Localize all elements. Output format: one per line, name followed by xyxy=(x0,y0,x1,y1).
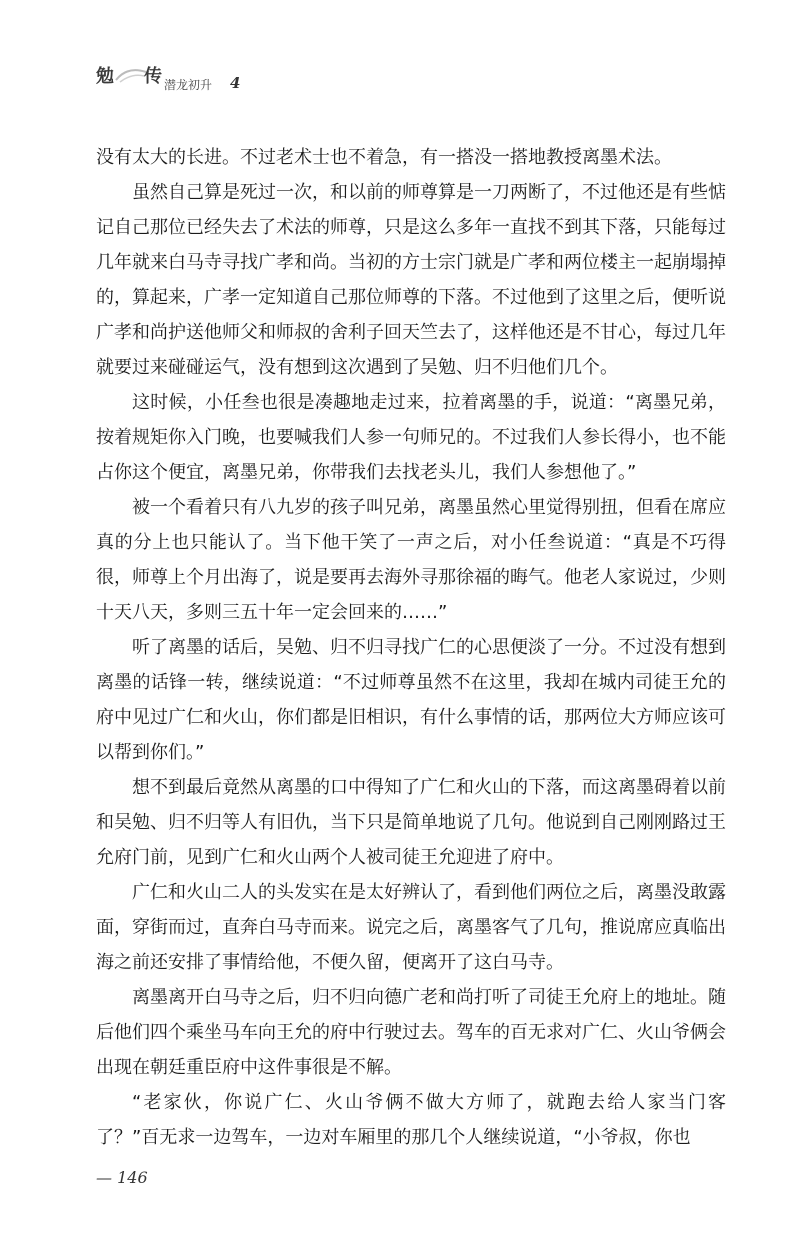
header-title-char-2: 传 xyxy=(144,66,162,87)
paragraph: “老家伙，你说广仁、火山爷俩不做大方师了，就跑去给人家当门客了？”百无求一边驾车，一边对车厢里的那几个人继续说道，“小爷叔，你也 xyxy=(96,1092,726,1148)
paragraph: 没有太大的长进。不过老术士也不着急，有一搭没一搭地教授离墨术法。 xyxy=(96,147,672,168)
header-subtitle: 潜龙初升 xyxy=(164,78,213,92)
paragraph: 广仁和火山二人的头发实在是太好辨认了，看到他们两位之后，离墨没敢露面，穿街而过，直奔白马寺而来。说完之后，离墨客气了几句，推说席应真临出海之前还安排了事情给他，不便久留，便离开了这白马寺。 xyxy=(96,882,726,973)
paragraph: 想不到最后竟然从离墨的口中得知了广仁和火山的下落，而这离墨碍着以前和吴勉、归不归等人有旧仇，当下只是简单地说了几句。他说到自己刚刚路过王允府门前，见到广仁和火山两个人被司徒王允迎进了府中。 xyxy=(96,777,726,868)
paragraph: 这时候，小任叁也很是凑趣地走过来，拉着离墨的手，说道：“离墨兄弟，按着规矩你入门晚，也要喊我们人参一句师兄的。不过我们人参长得小，也不能占你这个便宜，离墨兄弟，你带我们去找老头儿，我们人参想他了。” xyxy=(96,392,726,483)
body-text xyxy=(96,140,726,1155)
paragraph: 被一个看着只有八九岁的孩子叫兄弟，离墨虽然心里觉得别扭，但看在席应真的分上也只能认了。当下他干笑了一声之后，对小任叁说道：“真是不巧得很，师尊上个月出海了，说是要再去海外寻那徐福的晦气。他老人家说过，少则十天八天，多则三五十年一定会回来的……” xyxy=(96,497,726,623)
paragraph: 离墨离开白马寺之后，归不归向德广老和尚打听了司徒王允府上的地址。随后他们四个乘坐马车向王允的府中行驶过去。驾车的百无求对广仁、火山爷俩会出现在朝廷重臣府中这件事很是不解。 xyxy=(96,987,726,1078)
header-volume-number: 4 xyxy=(230,74,241,92)
paragraph: 虽然自己算是死过一次，和以前的师尊算是一刀两断了，不过他还是有些惦记自己那位已经失去了术法的师尊，只是这么多年一直找不到其下落，只能每过几年就来白马寺寻找广孝和尚。当初的方士宗门就是广孝和两位楼主一起崩塌掉的，算起来，广孝一定知道自己那位师尊的下落。不过他到了这里之后，便听说广孝和尚护送他师父和师叔的舍利子回天竺去了，这样他还是不甘心，每过几年就要过来碰碰运气，没有想到这次遇到了吴勉、归不归他们几个。 xyxy=(96,182,726,378)
header-swoosh-icon xyxy=(114,66,148,84)
paragraph: 听了离墨的话后，吴勉、归不归寻找广仁的心思便淡了一分。不过没有想到离墨的话锋一转，继续说道：“不过师尊虽然不在这里，我却在城内司徒王允的府中见过广仁和火山，你们都是旧相识，有什么事情的话，那两位大方师应该可以帮到你们。” xyxy=(96,637,726,763)
header-title-char-1: 勉 xyxy=(96,66,114,87)
page-number: — 146 xyxy=(96,1168,148,1187)
running-header xyxy=(96,62,396,102)
